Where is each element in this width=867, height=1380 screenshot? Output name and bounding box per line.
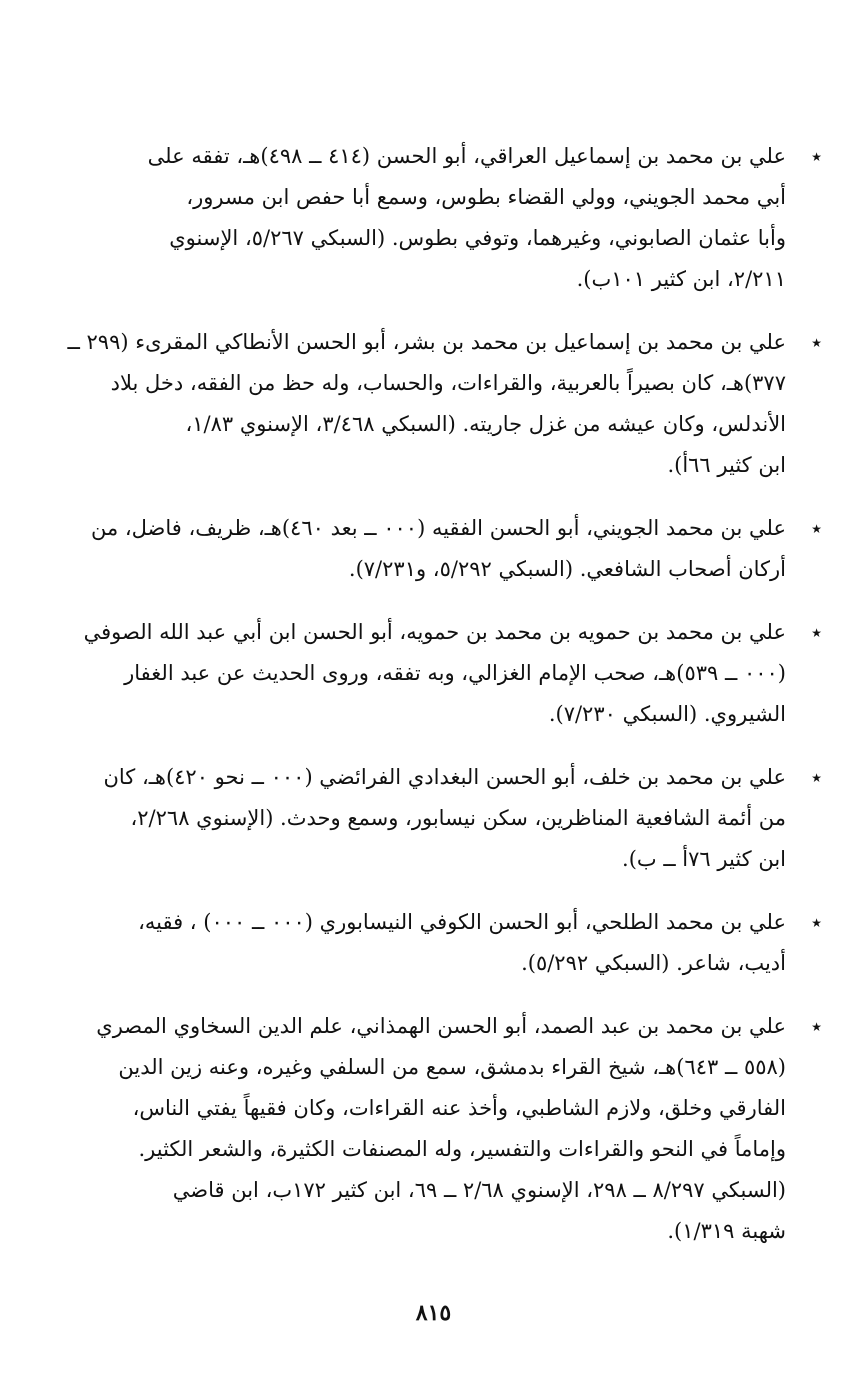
entry-line: علي بن محمد بن عبد الصمد، أبو الحسن الهمذاني، علم الدين السخاوي المصري — [96, 1014, 786, 1038]
entry-6 — [86, 902, 830, 984]
entry-line: ٢/٢١١، ابن كثير ١٠١ب). — [576, 267, 786, 291]
asterisk-marker-icon: ٭ — [811, 765, 822, 789]
entry-line: علي بن محمد بن إسماعيل بن محمد بن بشر، أبو الحسن الأنطاكي المقرىء (٢٩٩ ــ — [67, 330, 786, 354]
entry-line: ابن كثير ٦٦أ). — [667, 453, 786, 477]
entry-line: (٥٥٨ ــ ٦٤٣)هـ، شيخ القراء بدمشق، سمع من السلفي وغيره، وعنه زين الدين — [118, 1055, 786, 1079]
asterisk-marker-icon: ٭ — [811, 330, 822, 354]
entry-line: أديب، شاعر. (السبكي ٥/٢٩٢). — [521, 951, 786, 975]
entry-line: شهبة ١/٣١٩). — [667, 1219, 786, 1243]
entry-4 — [83, 612, 830, 735]
entry-line: ٣٧٧)هـ، كان بصيراً بالعربية، والقراءات، والحساب، وله حظ من الفقه، دخل بلاد — [110, 371, 786, 395]
entry-7 — [86, 1006, 830, 1252]
entry-line: (٠٠٠ ــ ٥٣٩)هـ، صحب الإمام الغزالي، وبه تفقه، وروى الحديث عن عبد الغفار — [124, 661, 786, 685]
entry-line: علي بن محمد بن إسماعيل العراقي، أبو الحسن (٤١٤ ــ ٤٩٨)هـ، تفقه على — [147, 144, 786, 168]
entry-3 — [86, 508, 830, 590]
entry-line: علي بن محمد الطلحي، أبو الحسن الكوفي النيسابوري (٠٠٠ ــ ٠٠٠) ، فقيه، — [138, 910, 786, 934]
asterisk-marker-icon: ٭ — [811, 910, 822, 934]
entry-line: علي بن محمد بن حمويه بن محمد بن حمويه، أبو الحسن ابن أبي عبد الله الصوفي — [83, 620, 786, 644]
entry-line: وإماماً في النحو والقراءات والتفسير، وله المصنفات الكثيرة، والشعر الكثير. — [138, 1137, 786, 1161]
entry-line: وأبا عثمان الصابوني، وغيرهما، وتوفي بطوس. (السبكي ٥/٢٦٧، الإسنوي — [169, 226, 786, 250]
entry-1 — [86, 136, 830, 300]
entry-line: علي بن محمد بن خلف، أبو الحسن البغدادي الفرائضي (٠٠٠ ــ نحو ٤٢٠)هـ، كان — [103, 765, 786, 789]
entry-line: الشيروي. (السبكي ٧/٢٣٠). — [548, 702, 786, 726]
asterisk-marker-icon: ٭ — [811, 516, 822, 540]
biography-entries — [67, 136, 830, 1274]
entry-line: أركان أصحاب الشافعي. (السبكي ٥/٢٩٢، و٧/٢٣١). — [348, 557, 786, 581]
entry-2 — [67, 322, 830, 486]
entry-line: الأندلس، وكان عيشه من غزل جاريته. (السبكي ٣/٤٦٨، الإسنوي ١/٨٣، — [185, 412, 786, 436]
asterisk-marker-icon: ٭ — [811, 144, 822, 168]
entry-line: أبي محمد الجويني، وولي القضاء بطوس، وسمع أبا حفص ابن مسرور، — [186, 185, 786, 209]
asterisk-marker-icon: ٭ — [811, 1014, 822, 1038]
entry-line: (السبكي ٨/٢٩٧ ــ ٢٩٨، الإسنوي ٢/٦٨ ــ ٦٩، ابن كثير ١٧٢ب، ابن قاضي — [172, 1178, 786, 1202]
page-number: ٨١٥ — [415, 1300, 452, 1326]
entry-5 — [86, 757, 830, 880]
entry-line: الفارقي وخلق، ولازم الشاطبي، وأخذ عنه القراءات، وكان فقيهاً يفتي الناس، — [132, 1096, 786, 1120]
asterisk-marker-icon: ٭ — [811, 620, 822, 644]
entry-line: علي بن محمد الجويني، أبو الحسن الفقيه (٠٠٠ ــ بعد ٤٦٠)هـ، ظريف، فاضل، من — [90, 516, 786, 540]
entry-line: ابن كثير ٧٦أ ــ ب). — [622, 847, 786, 871]
entry-line: من أئمة الشافعية المناظرين، سكن نيسابور، وسمع وحدث. (الإسنوي ٢/٢٦٨، — [130, 806, 786, 830]
